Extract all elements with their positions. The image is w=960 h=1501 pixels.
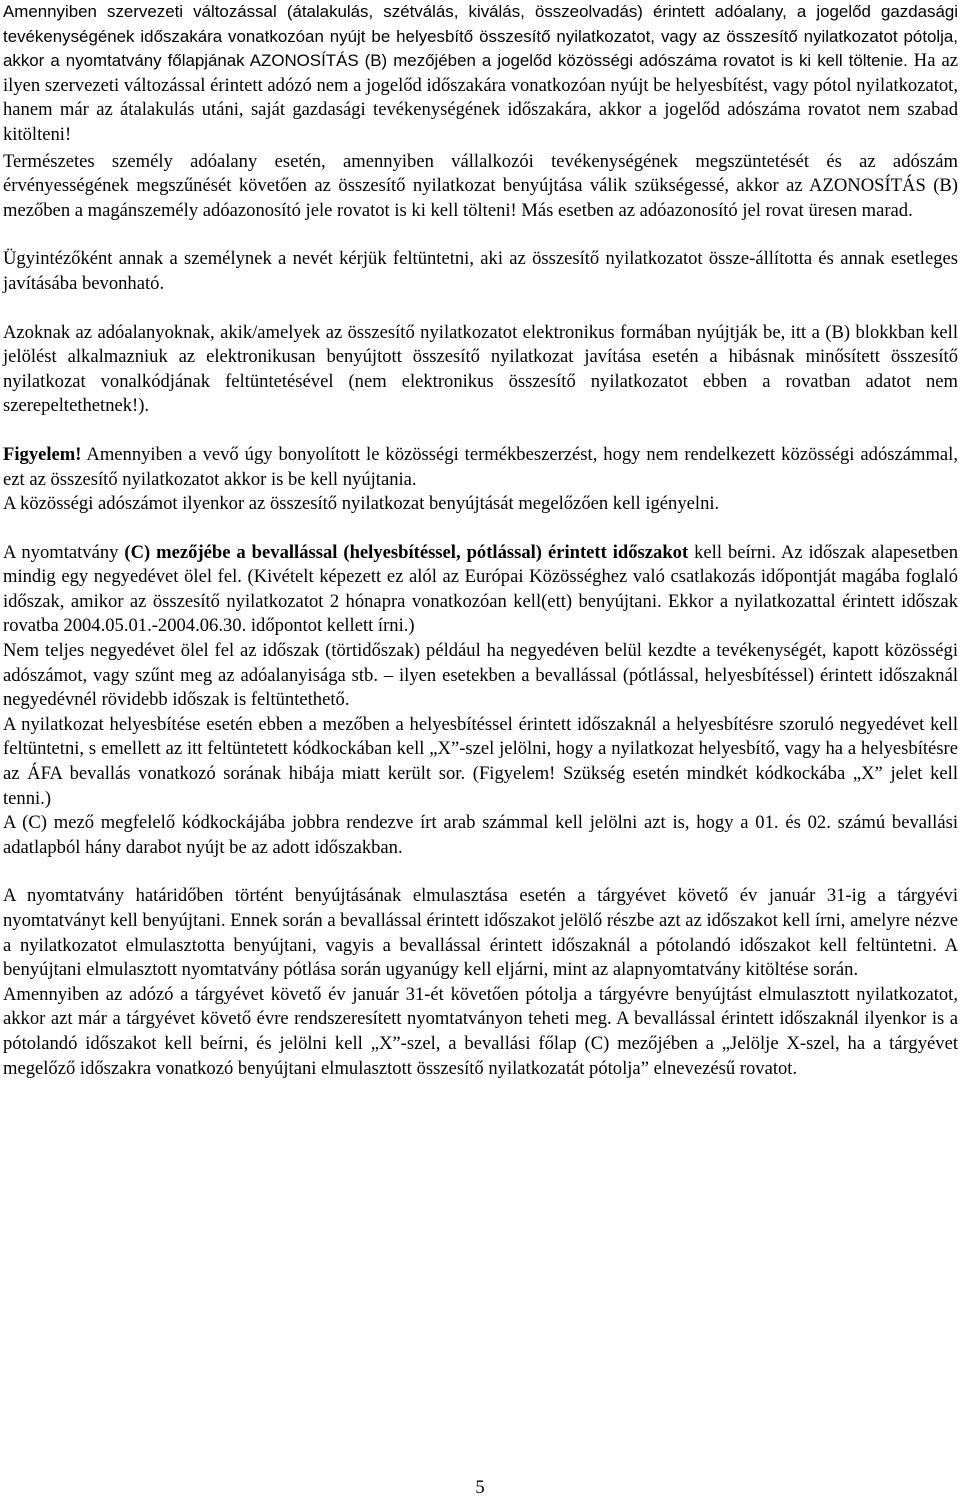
paragraph-kozossegi-adoszam: A közösségi adószámot ilyenkor az összesítő nyilatkozat benyújtását megelőzően kell igényelni. [3, 493, 720, 515]
paragraph-termeszetes-szemely: Természetes személy adóalany esetén, amennyiben vállalkozói tevékenységének megszüntetését és az adószám érvényességének megszűnését követően az összesítő nyilatkozat benyújtása válik szükségessé, akkor az AZONOSÍTÁS (B) mezőben a magánszemély adóazonosító jele rovatot is ki kell tölteni! Más esetben az adóazonosító jel rovat üresen marad. [3, 150, 958, 221]
paragraph-jogelod [3, 0, 958, 148]
paragraph-adatlap-darab: A (C) mező megfelelő kódkockájába jobbra rendezve írt arab számmal kell jelölni azt is, hogy a 01. és 02. számú bevallási adatlapból hány darabot nyújt be az adott időszakban. [3, 812, 958, 858]
paragraph-tortidoszak: Nem teljes negyedévet ölel fel az időszak (törtidőszak) például ha negyedéven belül kezdte a tevékenységét, kapott közösségi adószámot, vagy szűnt meg az adóalanyisága stb. – ilyen esetekben a bevallással (pótlással, helyesbítéssel) érintett időszaknál negyedévnél rövidebb időszak is feltüntethető. [3, 640, 958, 711]
c-mezo-lead: A nyomtatvány [3, 541, 125, 563]
c-mezo-rest: kell beírni. Az időszak alapesetben mindig egy negyedévet ölel fel. (Kivételt képezett ez alól az Európai Közösséghez való csatlakozás időpontját magába foglaló időszak, amikor az összesítő nyilatkozatot 2 hónapra vonatkozóan kell(ett) benyújtani. Ekkor a nyilatkozattal érintett időszak rovatba 2004.05.01.-2004.06.30. időpontot kellett írni.) [3, 541, 958, 637]
paragraph-elektronikus: Azoknak az adóalanyoknak, akik/amelyek az összesítő nyilatkozatot elektronikus formában nyújtják be, itt a (B) blokkban kell jelölést alkalmazniuk az elektronikusan benyújtott összesítő nyilatkozat javítása esetén a hibásnak minősített összesítő nyilatkozat vonalkódjának feltüntetésével (nem elektronikus összesítő nyilatkozatot ebben a rovatban adatot nem szerepeltethetnek!). [3, 321, 958, 417]
paragraph-figyelem [3, 443, 958, 492]
paragraph-jogelod-rule: Ha az ilyen szervezeti változással érintett adózó nem a jogelőd időszakára vonatkozóan nyújt be helyesbítést, vagy pótol nyilatkozatot, hanem már az átalakulás utáni, saját gazdasági tevékenységének időszakára, akkor a jogelőd adószáma rovatot nem szabad kitölteni! [3, 50, 958, 145]
paragraph-ugyintezo: Ügyintézőként annak a személynek a nevét kérjük feltüntetni, aki az összesítő nyilatkozatot össze-állította és annak esetleges javításába bevonható. [3, 248, 958, 294]
document-page [3, 0, 958, 1081]
figyelem-label: Figyelem! [3, 443, 82, 465]
paragraph-potlas: Amennyiben az adózó a tárgyévet követő év január 31-ét követően pótolja a tárgyévre benyújtást elmulasztott nyilatkozatot, akkor azt már a tárgyévet követő évre rendszeresített nyomtatványon teheti meg. A bevallással érintett időszaknál ilyenkor is a pótolandó időszakot kell beírni, és jelölni kell „X”-szel, a bevallási főlap (C) mezőjében a „Jelölje X-szel, ha a tárgyévet megelőző időszakra vonatkozó benyújtani elmulasztott összesítő nyilatkozatát pótolja” elnevezésű rovatot. [3, 983, 958, 1079]
c-mezo-bold: (C) mezőjébe a bevallással (helyesbítéssel, pótlással) érintett időszakot [124, 541, 689, 563]
paragraph-c-mezo [3, 541, 958, 639]
paragraph-hatarido: A nyomtatvány határidőben történt benyújtásának elmulasztása esetén a tárgyévet követő év január 31-ig a tárgyévi nyomtatványt kell benyújtani. Ennek során a bevallással érintett időszakot jelölő részbe azt az időszakot kell írni, amelyre nézve a nyilatkozatot elmulasztotta benyújtani, vagyis a bevallással érintett időszaknál a pótolandó időszakot kell feltüntetni. A benyújtani elmulasztott nyomtatvány pótlása során ugyanúgy kell eljárni, mint az alapnyomtatvány kitöltése során. [3, 885, 958, 981]
page-number: 5 [475, 1477, 485, 1498]
paragraph-jogelod-intro: Amennyiben szervezeti változással (átalakulás, szétválás, kiválás, összeolvadás) érintett adóalany, a jogelőd gazdasági tevékenységének időszakára vonatkozóan nyújt be helyesbítő összesítő nyilatkozatot, vagy az összesítő nyilatkozatot pótolja, akkor a nyomtatvány főlapjának AZONOSÍTÁS (B) mezőjében a jogelőd közösségi adószáma rovatot is ki kell töltenie. [3, 2, 958, 71]
figyelem-text: Amennyiben a vevő úgy bonyolított le közösségi termékbeszerzést, hogy nem rendelkezett közösségi adószámmal, ezt az összesítő nyilatkozatot akkor is be kell nyújtania. [3, 443, 958, 490]
paragraph-helyesbites: A nyilatkozat helyesbítése esetén ebben a mezőben a helyesbítéssel érintett időszaknál a helyesbítésre szoruló negyedévet kell feltüntetni, s emellett az itt feltüntetett kódkockában kell „X”-szel jelölni, hogy a nyilatkozat helyesbítő, vagy ha a helyesbítésre az ÁFA bevallás vonatkozó sorának hibája miatt került sor. (Figyelem! Szükség esetén mindkét kódkockába „X” jelet kell tenni.) [3, 713, 958, 809]
